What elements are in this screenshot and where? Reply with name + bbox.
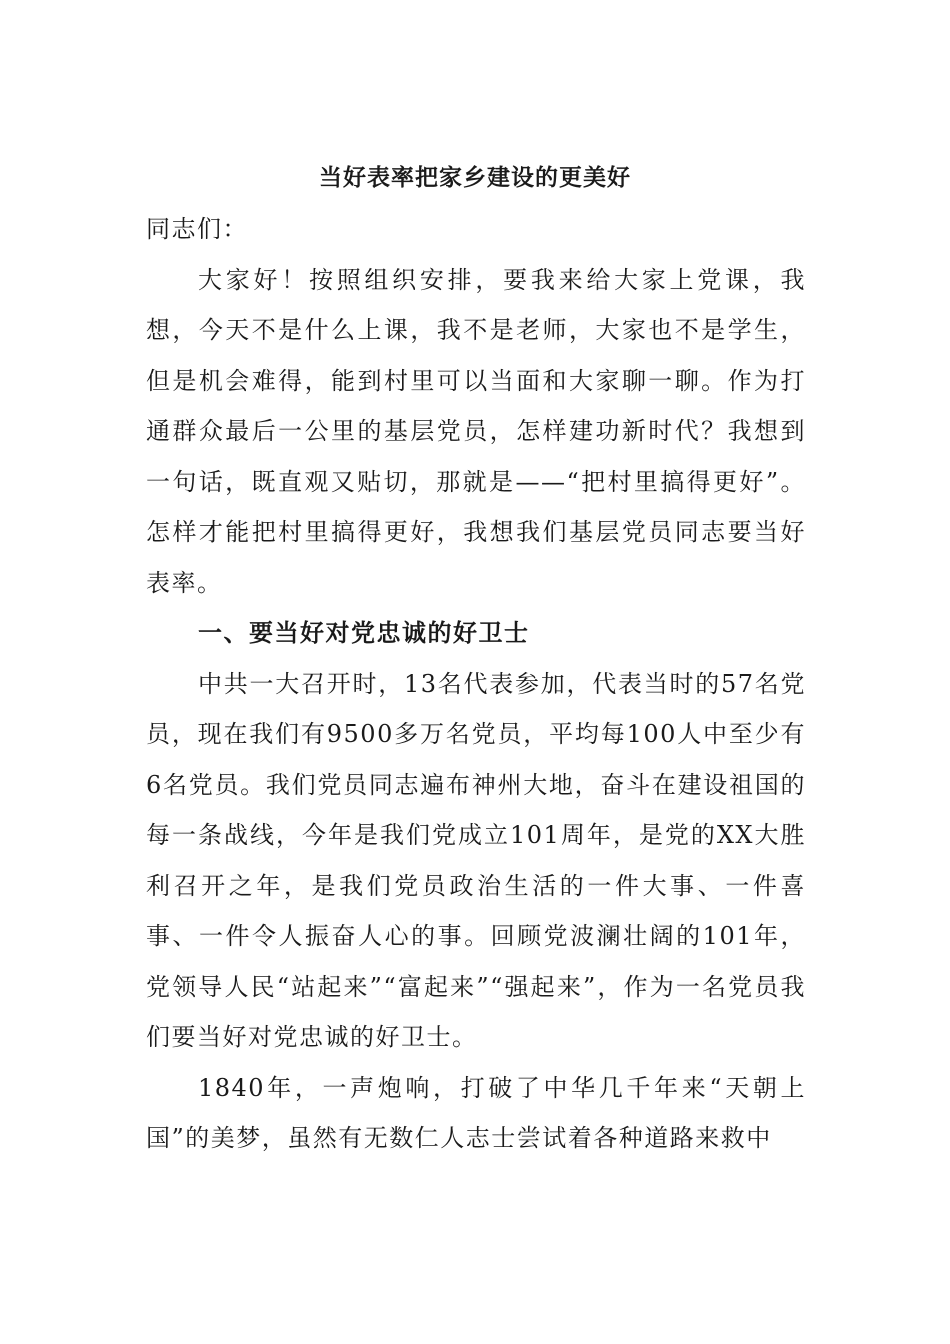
document-title: 当好表率把家乡建设的更美好 [319,164,631,191]
intro-paragraph: 大家好！按照组织安排，要我来给大家上党课，我想，今天不是什么上课，我不是老师，大家也不是学生，但是机会难得，能到村里可以当面和大家聊一聊。作为打通群众最后一公里的基层党员，怎样建功新时代？我想到一句话，既直观又贴切，那就是——“把村里搞得更好”。怎样才能把村里搞得更好，我想我们基层党员同志要当好表率。 [146,265,806,597]
section1-paragraph-2: 1840年，一声炮响，打破了中华几千年来“天朝上国”的美梦，虽然有无数仁人志士尝试着各种道路来救中 [146,1073,806,1152]
section1-paragraph-1: 中共一大召开时，13名代表参加，代表当时的57名党员，现在我们有9500多万名党员，平均每100人中至少有6名党员。我们党员同志遍布神州大地，奋斗在建设祖国的每一条战线，今年是我们党成立101周年，是党的XX大胜利召开之年，是我们党员政治生活的一件大事、一件喜事、一件令人振奋人心的事。回顾党波澜壮阔的101年，党领导人民“站起来”“富起来”“强起来”，作为一名党员我们要当好对党忠诚的好卫士。 [146,669,806,1051]
section-heading-1: 一、要当好对党忠诚的好卫士 [198,618,530,647]
greeting: 同志们： [146,215,248,243]
document-body [146,204,806,1164]
